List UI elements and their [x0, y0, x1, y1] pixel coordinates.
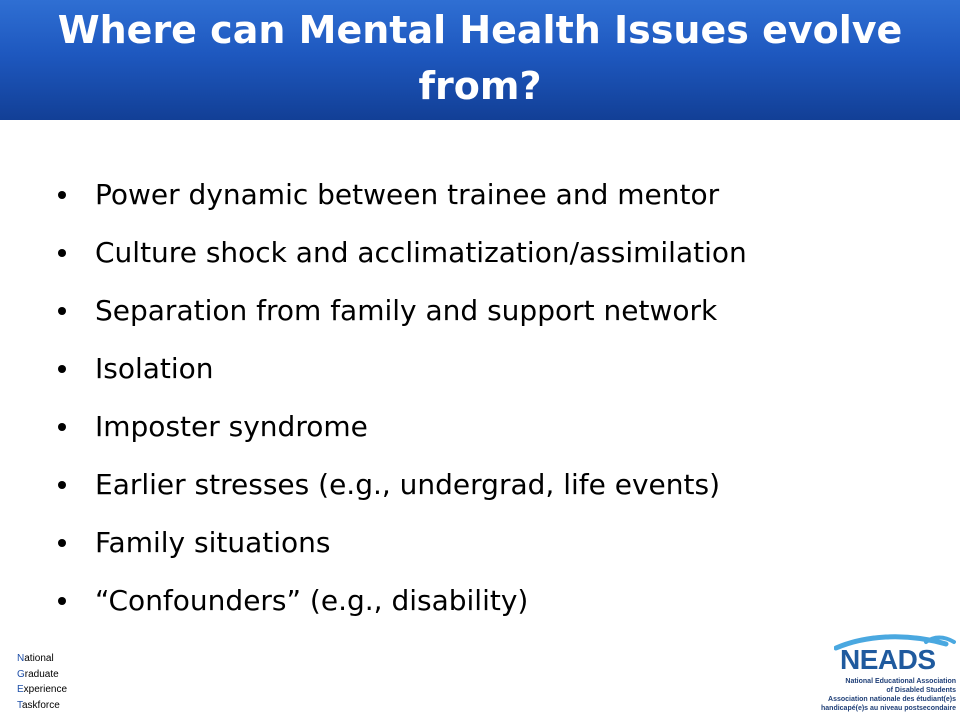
bullet-item [58, 282, 747, 340]
acronym-block [17, 651, 67, 713]
logo-line-4: handicapé(e)s au niveau postsecondaire [821, 705, 956, 712]
bullet-text: Earlier stresses (e.g., undergrad, life events) [95, 468, 720, 501]
neads-logo [806, 630, 956, 716]
logo-line-1: National Educational Association [845, 678, 956, 685]
bullet-icon [58, 597, 66, 605]
bullet-text: Power dynamic between trainee and mentor [95, 178, 720, 211]
bullet-icon [58, 365, 66, 373]
bullet-icon [58, 423, 66, 431]
bullet-text: Culture shock and acclimatization/assimilation [95, 236, 747, 269]
bullet-icon [58, 249, 66, 257]
bullet-text: “Confounders” (e.g., disability) [95, 584, 529, 617]
bullet-item [58, 340, 747, 398]
bullet-list [58, 166, 747, 630]
logo-wordmark: NEADS [840, 644, 936, 675]
bullet-item [58, 224, 747, 282]
slide-title: Where can Mental Health Issues evolve from? [57, 8, 903, 108]
logo-line-3: Association nationale des étudiant(e)s [828, 696, 956, 703]
bullet-item [58, 166, 747, 224]
bullet-text: Separation from family and support network [95, 294, 718, 327]
bullet-icon [58, 481, 66, 489]
bullet-text: Isolation [95, 352, 214, 385]
bullet-icon [58, 191, 66, 199]
acronym-line-national: National [17, 653, 54, 664]
bullet-item [58, 572, 747, 630]
acronym-line-experience: Experience [17, 684, 68, 695]
acronym-line-graduate: Graduate [17, 668, 59, 680]
title-bar [0, 0, 960, 120]
bullet-icon [58, 539, 66, 547]
acronym-line-taskforce: Taskforce [17, 699, 60, 711]
bullet-text: Imposter syndrome [95, 410, 368, 443]
bullet-item [58, 514, 747, 572]
logo-line-2: of Disabled Students [886, 687, 956, 694]
bullet-text: Family situations [95, 526, 331, 559]
bullet-item [58, 456, 747, 514]
bullet-icon [58, 307, 66, 315]
bullet-item [58, 398, 747, 456]
